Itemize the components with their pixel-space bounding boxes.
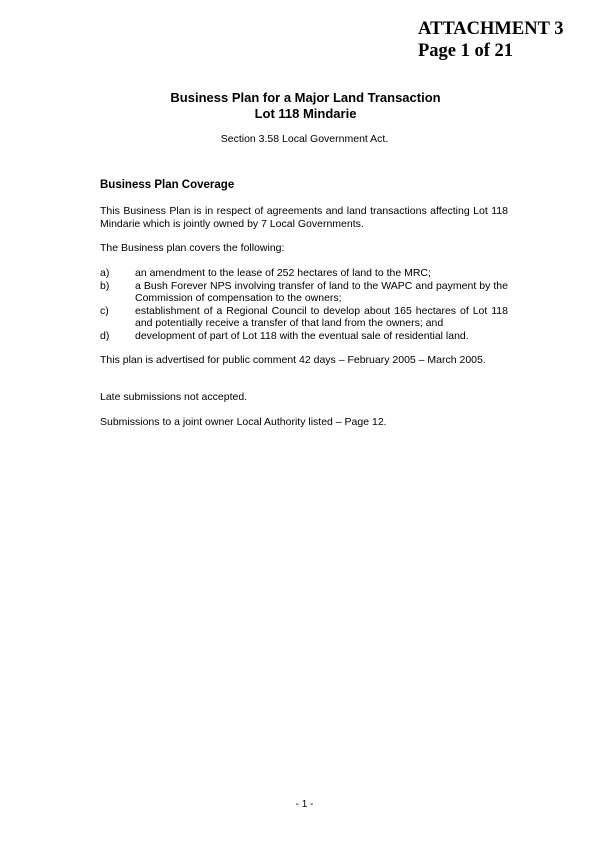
list-item bbox=[100, 280, 508, 305]
section-heading-coverage: Business Plan Coverage bbox=[100, 179, 235, 191]
list-item-marker: d) bbox=[100, 329, 110, 342]
coverage-list bbox=[100, 267, 508, 342]
document-title bbox=[0, 90, 609, 122]
advertised-paragraph: This plan is advertised for public comment 42 days – February 2005 – March 2005. bbox=[100, 354, 486, 366]
list-item bbox=[100, 305, 508, 330]
covers-label-paragraph: The Business plan covers the following: bbox=[100, 242, 285, 254]
list-item bbox=[100, 330, 508, 343]
document-subtitle bbox=[0, 133, 609, 146]
attachment-header bbox=[418, 18, 563, 62]
page-number: - 1 - bbox=[295, 799, 314, 810]
subtitle-text: Section 3.58 Local Government Act. bbox=[220, 133, 389, 145]
submissions-note-paragraph: Submissions to a joint owner Local Authority listed – Page 12. bbox=[100, 416, 387, 428]
coverage-intro-paragraph: This Business Plan is in respect of agreements and land transactions affecting Lot 118 Mindarie which is jointly owned by 7 Local Governments. bbox=[100, 205, 508, 230]
list-item-text: an amendment to the lease of 252 hectares of land to the MRC; bbox=[135, 267, 431, 279]
list-item-marker: c) bbox=[100, 304, 109, 317]
page-count-label: Page 1 of 21 bbox=[418, 41, 514, 61]
list-item-text: development of part of Lot 118 with the eventual sale of residential land. bbox=[135, 329, 469, 342]
list-item bbox=[100, 267, 508, 280]
title-line-2: Lot 118 Mindarie bbox=[254, 106, 357, 121]
title-line-1: Business Plan for a Major Land Transaction bbox=[170, 90, 441, 105]
attachment-label: ATTACHMENT 3 bbox=[418, 19, 564, 39]
list-item-marker: a) bbox=[100, 267, 110, 279]
late-submissions-paragraph: Late submissions not accepted. bbox=[100, 391, 248, 403]
list-item-text: establishment of a Regional Council to develop about 165 hectares of Lot 118 and potentially receive a transfer of that land from the owners; and bbox=[135, 304, 508, 329]
list-item-text: a Bush Forever NPS involving transfer of land to the WAPC and payment by the Commission of compensation to the owners; bbox=[135, 279, 508, 304]
list-item-marker: b) bbox=[100, 279, 110, 292]
